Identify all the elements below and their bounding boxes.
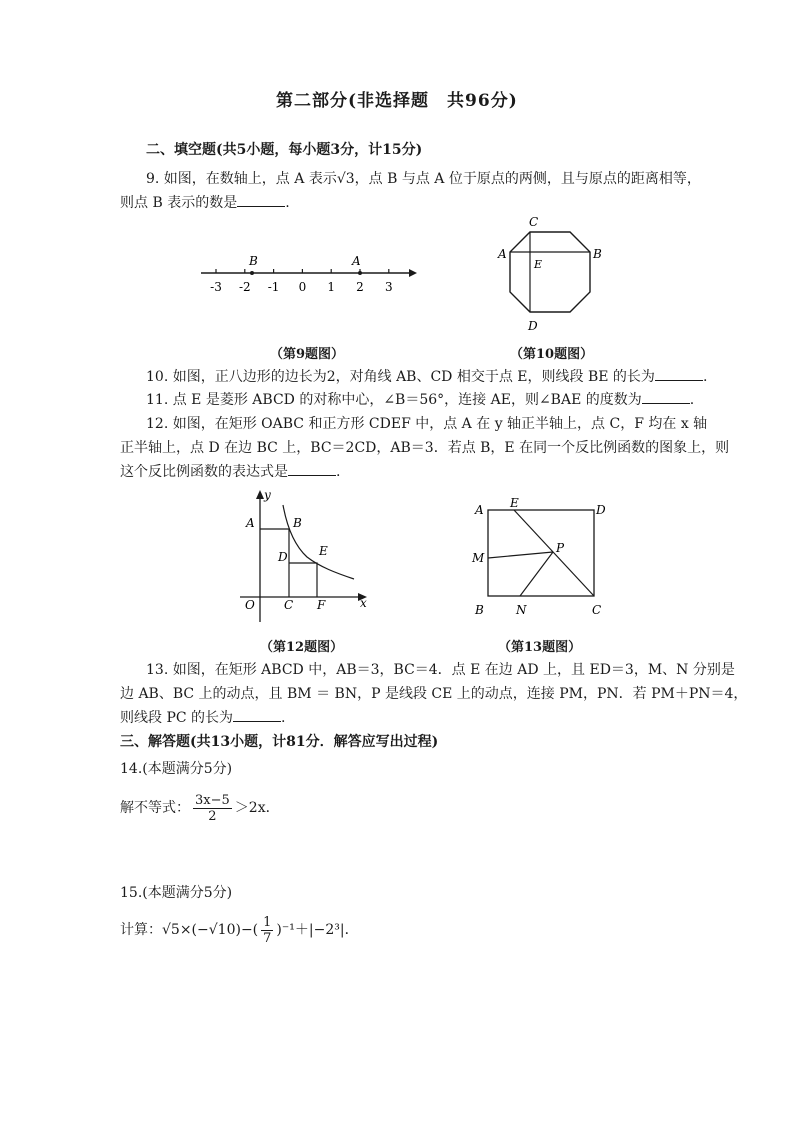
label-x: x (360, 596, 367, 610)
label-p: P (556, 541, 565, 555)
q13-line3-text: 则线段 PC 的长为 (120, 710, 234, 726)
q12-line3-end: . (336, 464, 341, 480)
q12-line1: 12. 如图，在矩形 OABC 和正方形 CDEF 中，点 A 在 y 轴正半轴上，点 C，F 均在 x 轴 (146, 416, 708, 432)
point-a-label: A (352, 254, 361, 268)
label-c: C (529, 215, 539, 229)
q12-answer-blank (288, 463, 336, 476)
q14-suffix: ＞2x． (234, 800, 280, 816)
q10-line1 (146, 368, 707, 386)
q13-answer-blank (233, 709, 281, 722)
number-line-tick-label: 2 (356, 280, 364, 294)
q12-line3-text: 这个反比例函数的表达式是 (120, 464, 288, 480)
label-a: A (498, 247, 507, 261)
number-line-tick-label: -2 (238, 280, 251, 294)
point-a-dot (358, 271, 362, 275)
label-d: D (596, 503, 606, 517)
segment-ec (514, 510, 594, 596)
section-title: 第二部分(非选择题 共96分) (276, 91, 518, 111)
label-b: B (593, 247, 602, 261)
q13-fig-caption: （第13题图） (498, 640, 582, 655)
label-e: E (510, 496, 519, 510)
label-a: A (475, 503, 484, 517)
segment-pn (520, 552, 553, 596)
q9-line2 (120, 194, 290, 212)
label-e: E (319, 544, 328, 558)
label-c: C (592, 603, 602, 617)
q13-line2: 边 AB、BC 上的动点，且 BM ＝ BN，P 是线段 CE 上的动点，连接 PM，PN．若 PM＋PN＝4， (120, 686, 748, 702)
label-n: N (516, 603, 527, 617)
q15-prefix: 计算：√5×(−√10)−( (120, 922, 259, 938)
q11-answer-blank (642, 391, 690, 404)
q14-problem (120, 788, 280, 828)
number-line-arrow (409, 269, 417, 277)
q9-answer-blank (237, 194, 285, 207)
number-line-tick-label: 3 (384, 280, 393, 294)
number-line-tick-label: -3 (210, 280, 222, 294)
label-b: B (293, 516, 302, 530)
q14-fraction (193, 793, 232, 824)
q13-line1: 13. 如图，在矩形 ABCD 中，AB＝3，BC＝4．点 E 在边 AD 上，且 ED＝3，M、N 分别是 (146, 662, 735, 678)
q12-fig-caption: （第12题图） (260, 640, 344, 655)
q10-text: 10. 如图，正八边形的边长为2，对角线 AB、CD 相交于点 E，则线段 BE 的长为 (146, 369, 655, 385)
point-b-dot (250, 271, 254, 275)
q11-end: . (689, 392, 695, 408)
fill-in-section-heading: 二、填空题(共5小题，每小题3分，计15分) (146, 142, 423, 158)
q9-line2-text: 则点 B 表示的数是 (120, 195, 238, 211)
q9-line1: 9. 如图，在数轴上，点 A 表示√3，点 B 与点 A 位于原点的两侧，且与原点的距离相等， (146, 171, 701, 187)
q12-coordinate-figure (232, 487, 377, 627)
q15-fraction-numerator: 1 (263, 914, 272, 930)
octagon-outline (510, 232, 590, 312)
square-cdef (289, 563, 317, 597)
q10-answer-blank (655, 368, 703, 381)
solution-section-heading: 三、解答题(共13小题，计81分．解答应写出过程) (120, 734, 439, 750)
label-c: C (284, 598, 294, 612)
point-b-label: B (249, 254, 258, 268)
q11-line1 (146, 391, 694, 409)
label-m: M (472, 551, 485, 565)
q15-problem (120, 910, 359, 950)
q15-fraction-denominator: 7 (263, 930, 272, 946)
number-line-tick-label: 1 (327, 280, 336, 294)
q12-line2: 正半轴上，点 D 在边 BC 上，BC＝2CD，AB＝3．若点 B，E 在同一个反比例函数的图象上，则 (120, 440, 730, 456)
label-o: O (245, 598, 255, 612)
label-a: A (246, 516, 255, 530)
q9-line2-end: . (285, 195, 290, 211)
label-f: F (317, 598, 326, 612)
q14-fraction-numerator: 3x−5 (195, 792, 230, 808)
q10-end: . (702, 369, 708, 385)
q9-fig-caption: （第9题图） (270, 347, 345, 362)
label-e: E (534, 258, 543, 271)
q10-fig-caption: （第10题图） (510, 347, 594, 362)
q15-suffix: )⁻¹＋|−2³|． (276, 922, 359, 938)
label-b: B (475, 603, 484, 617)
q13-line3-end: . (281, 710, 286, 726)
number-line-tick-label: -1 (267, 280, 280, 294)
q15-fraction (261, 915, 273, 946)
label-d: D (528, 319, 538, 333)
q13-rectangle-figure (470, 496, 615, 626)
q14-header: 14.(本题满分5分) (120, 761, 233, 777)
q14-prefix: 解不等式： (120, 800, 190, 816)
label-y: y (264, 488, 271, 502)
q11-text: 11. 点 E 是菱形 ABCD 的对称中心，∠B＝56°，连接 AE，则∠BAE 的度数为 (146, 392, 642, 408)
q10-octagon-figure (492, 212, 612, 342)
number-line-tick-label: 0 (298, 280, 307, 294)
q15-header: 15.(本题满分5分) (120, 885, 233, 901)
q12-line3 (120, 463, 340, 481)
y-axis-arrow (256, 490, 264, 499)
segment-pm (488, 552, 553, 558)
q9-number-line-figure (195, 248, 425, 298)
q13-line3 (120, 709, 286, 727)
q14-fraction-denominator: 2 (208, 808, 217, 824)
label-d: D (278, 550, 288, 564)
